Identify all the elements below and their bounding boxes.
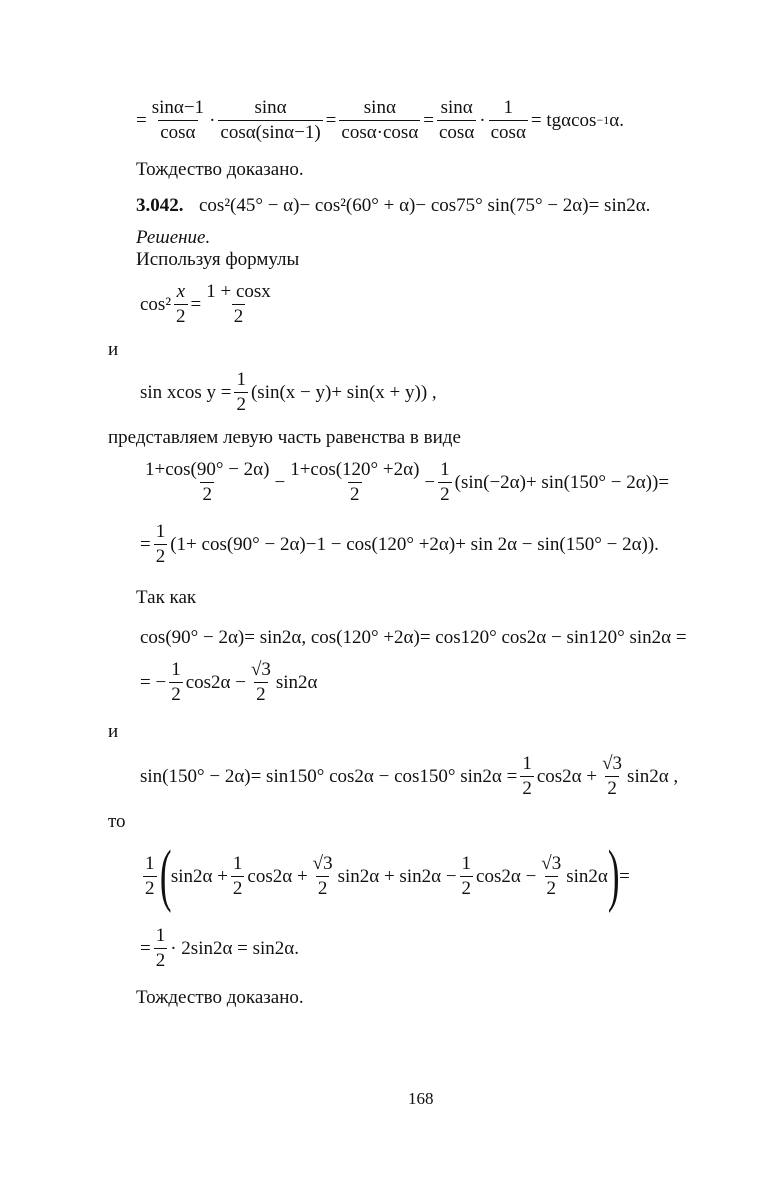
numerator: 1 xyxy=(522,753,532,774)
solution-label: Решение. xyxy=(136,227,211,248)
denominator: cosα(sinα−1) xyxy=(220,121,321,143)
fraction xyxy=(489,98,528,143)
connector-and: и xyxy=(108,339,119,360)
numerator: sinα xyxy=(440,97,473,118)
denominator: 2 xyxy=(145,877,155,899)
denominator: 2 xyxy=(317,877,328,899)
expression-text: = − xyxy=(140,671,167,693)
expression-text: = tgαcos xyxy=(530,109,597,131)
minus-sign: − xyxy=(424,471,436,493)
numerator: sinα xyxy=(254,97,287,118)
numerator: 1 xyxy=(171,659,181,680)
denominator: 2 xyxy=(522,777,532,799)
expression-1 xyxy=(140,460,669,505)
minus-sign: − xyxy=(274,471,286,493)
expression-text: sin2α + xyxy=(170,865,228,887)
denominator: 2 xyxy=(461,877,472,899)
numerator: 1 xyxy=(155,521,166,542)
denominator: 2 xyxy=(171,683,181,705)
fraction xyxy=(143,854,157,899)
proof-complete-text: Тождество доказано. xyxy=(136,987,304,1008)
numerator: 1 xyxy=(155,925,166,946)
page-number: 168 xyxy=(408,1089,434,1108)
numerator: x xyxy=(176,281,185,302)
denominator: cosα xyxy=(490,121,526,143)
denominator: 2 xyxy=(176,305,186,327)
fraction xyxy=(600,754,624,799)
numerator: sinα−1 xyxy=(151,97,205,118)
denominator: 2 xyxy=(236,393,246,415)
numerator: 1+cos(120° +2α) xyxy=(290,459,420,480)
numerator: √3 xyxy=(312,852,333,874)
equation-line-1 xyxy=(136,98,624,143)
fraction xyxy=(234,370,248,415)
expression-text: · 2sin2α = sin2α. xyxy=(170,937,300,959)
denominator: 2 xyxy=(546,877,556,899)
denominator: 2 xyxy=(233,305,244,327)
eq-sign: = xyxy=(140,533,151,555)
denominator: cosα xyxy=(160,121,196,143)
body-text: Так как xyxy=(136,587,197,608)
denominator: cosα xyxy=(439,121,475,143)
intro-text: Используя формулы xyxy=(136,249,300,270)
numerator: 1 xyxy=(232,852,243,874)
left-paren: ( xyxy=(159,837,171,914)
numerator: √3 xyxy=(250,659,271,680)
expression-text: cos2α − xyxy=(476,865,537,887)
numerator: 1 + cosx xyxy=(206,281,271,302)
eq-sign: = xyxy=(423,109,434,131)
expression-7 xyxy=(140,926,299,971)
fraction xyxy=(311,854,335,899)
dot-operator: · xyxy=(479,109,486,131)
expression-5 xyxy=(140,754,678,799)
eq-sign: = xyxy=(190,293,202,315)
denominator: 2 xyxy=(607,777,617,799)
right-paren: ) xyxy=(607,837,620,914)
expression-text: sin(150° − 2α)= sin150° cos2α − cos150° sin2α = xyxy=(140,765,518,787)
fraction xyxy=(174,282,188,327)
fraction xyxy=(143,460,271,505)
exponent: −1 xyxy=(596,113,610,128)
denominator: 2 xyxy=(202,483,212,505)
eq-sign: = xyxy=(136,109,147,131)
fraction xyxy=(288,460,421,505)
numerator: 1 xyxy=(461,852,472,874)
expression-text: (1+ cos(90° − 2α)−1 − cos(120° +2α)+ sin 2α − sin(150° − 2α)). xyxy=(170,533,659,555)
denominator: 2 xyxy=(440,483,450,505)
denominator: cosα·cosα xyxy=(341,121,419,143)
fraction xyxy=(438,460,452,505)
fraction xyxy=(154,926,168,971)
fraction xyxy=(218,98,322,143)
expression-text: cos2α − xyxy=(185,671,246,693)
fraction xyxy=(249,660,273,705)
eq-sign: = xyxy=(140,937,151,959)
expression-3: cos(90° − 2α)= sin2α, cos(120° +2α)= cos120° cos2α − sin120° sin2α = xyxy=(140,627,687,648)
numerator: √3 xyxy=(541,852,562,874)
eq-sign: = xyxy=(325,109,337,131)
expression-6 xyxy=(140,837,630,914)
fraction xyxy=(460,854,474,899)
expression-text: (sin(−2α)+ sin(150° − 2α))= xyxy=(454,471,670,493)
proof-complete-text: Тождество доказано. xyxy=(136,159,304,180)
fraction xyxy=(150,98,206,143)
expression-text: sin2α , xyxy=(627,765,679,787)
numerator: 1 xyxy=(236,369,246,390)
expression-text: cos2α + xyxy=(536,765,598,787)
expression-text: sin2α xyxy=(566,865,608,887)
connector-then: то xyxy=(108,811,126,832)
expression-text: cos2α + xyxy=(247,865,308,887)
denominator: 2 xyxy=(350,483,360,505)
fraction xyxy=(437,98,476,143)
formula-cos-half xyxy=(140,282,276,327)
numerator: 1 xyxy=(145,852,155,874)
expression-text: sin2α xyxy=(275,671,318,693)
fraction xyxy=(231,854,245,899)
numerator: 1+cos(90° − 2α) xyxy=(145,459,270,480)
expression-4 xyxy=(140,660,318,705)
expression-text: α. xyxy=(609,109,624,131)
expression-text: cos² xyxy=(140,293,172,315)
connector-and: и xyxy=(108,721,119,742)
expression-2 xyxy=(140,522,659,567)
numerator: sinα xyxy=(363,97,396,118)
fraction xyxy=(154,522,168,567)
fraction xyxy=(169,660,183,705)
fraction xyxy=(339,98,420,143)
eq-sign: = xyxy=(619,865,630,887)
denominator: 2 xyxy=(155,545,166,567)
fraction xyxy=(539,854,563,899)
numerator: 1 xyxy=(503,97,514,118)
denominator: 2 xyxy=(155,949,166,971)
fraction xyxy=(204,282,273,327)
formula-product xyxy=(140,370,437,415)
denominator: 2 xyxy=(256,683,266,705)
numerator: 1 xyxy=(440,459,450,480)
dot-operator: · xyxy=(209,109,216,131)
expression-text: sin2α + sin2α − xyxy=(337,865,457,887)
denominator: 2 xyxy=(232,877,243,899)
problem-statement: cos²(45° − α)− cos²(60° + α)− cos75° sin(75° − 2α)= sin2α. xyxy=(199,195,651,216)
problem-line xyxy=(136,196,650,215)
expression-text: (sin(x − y)+ sin(x + y)) , xyxy=(250,381,437,403)
body-text: представляем левую часть равенства в виде xyxy=(108,427,461,448)
expression-text: sin xcos y = xyxy=(140,381,232,403)
numerator: √3 xyxy=(602,753,623,774)
fraction xyxy=(520,754,534,799)
problem-number: 3.042. xyxy=(136,195,184,216)
